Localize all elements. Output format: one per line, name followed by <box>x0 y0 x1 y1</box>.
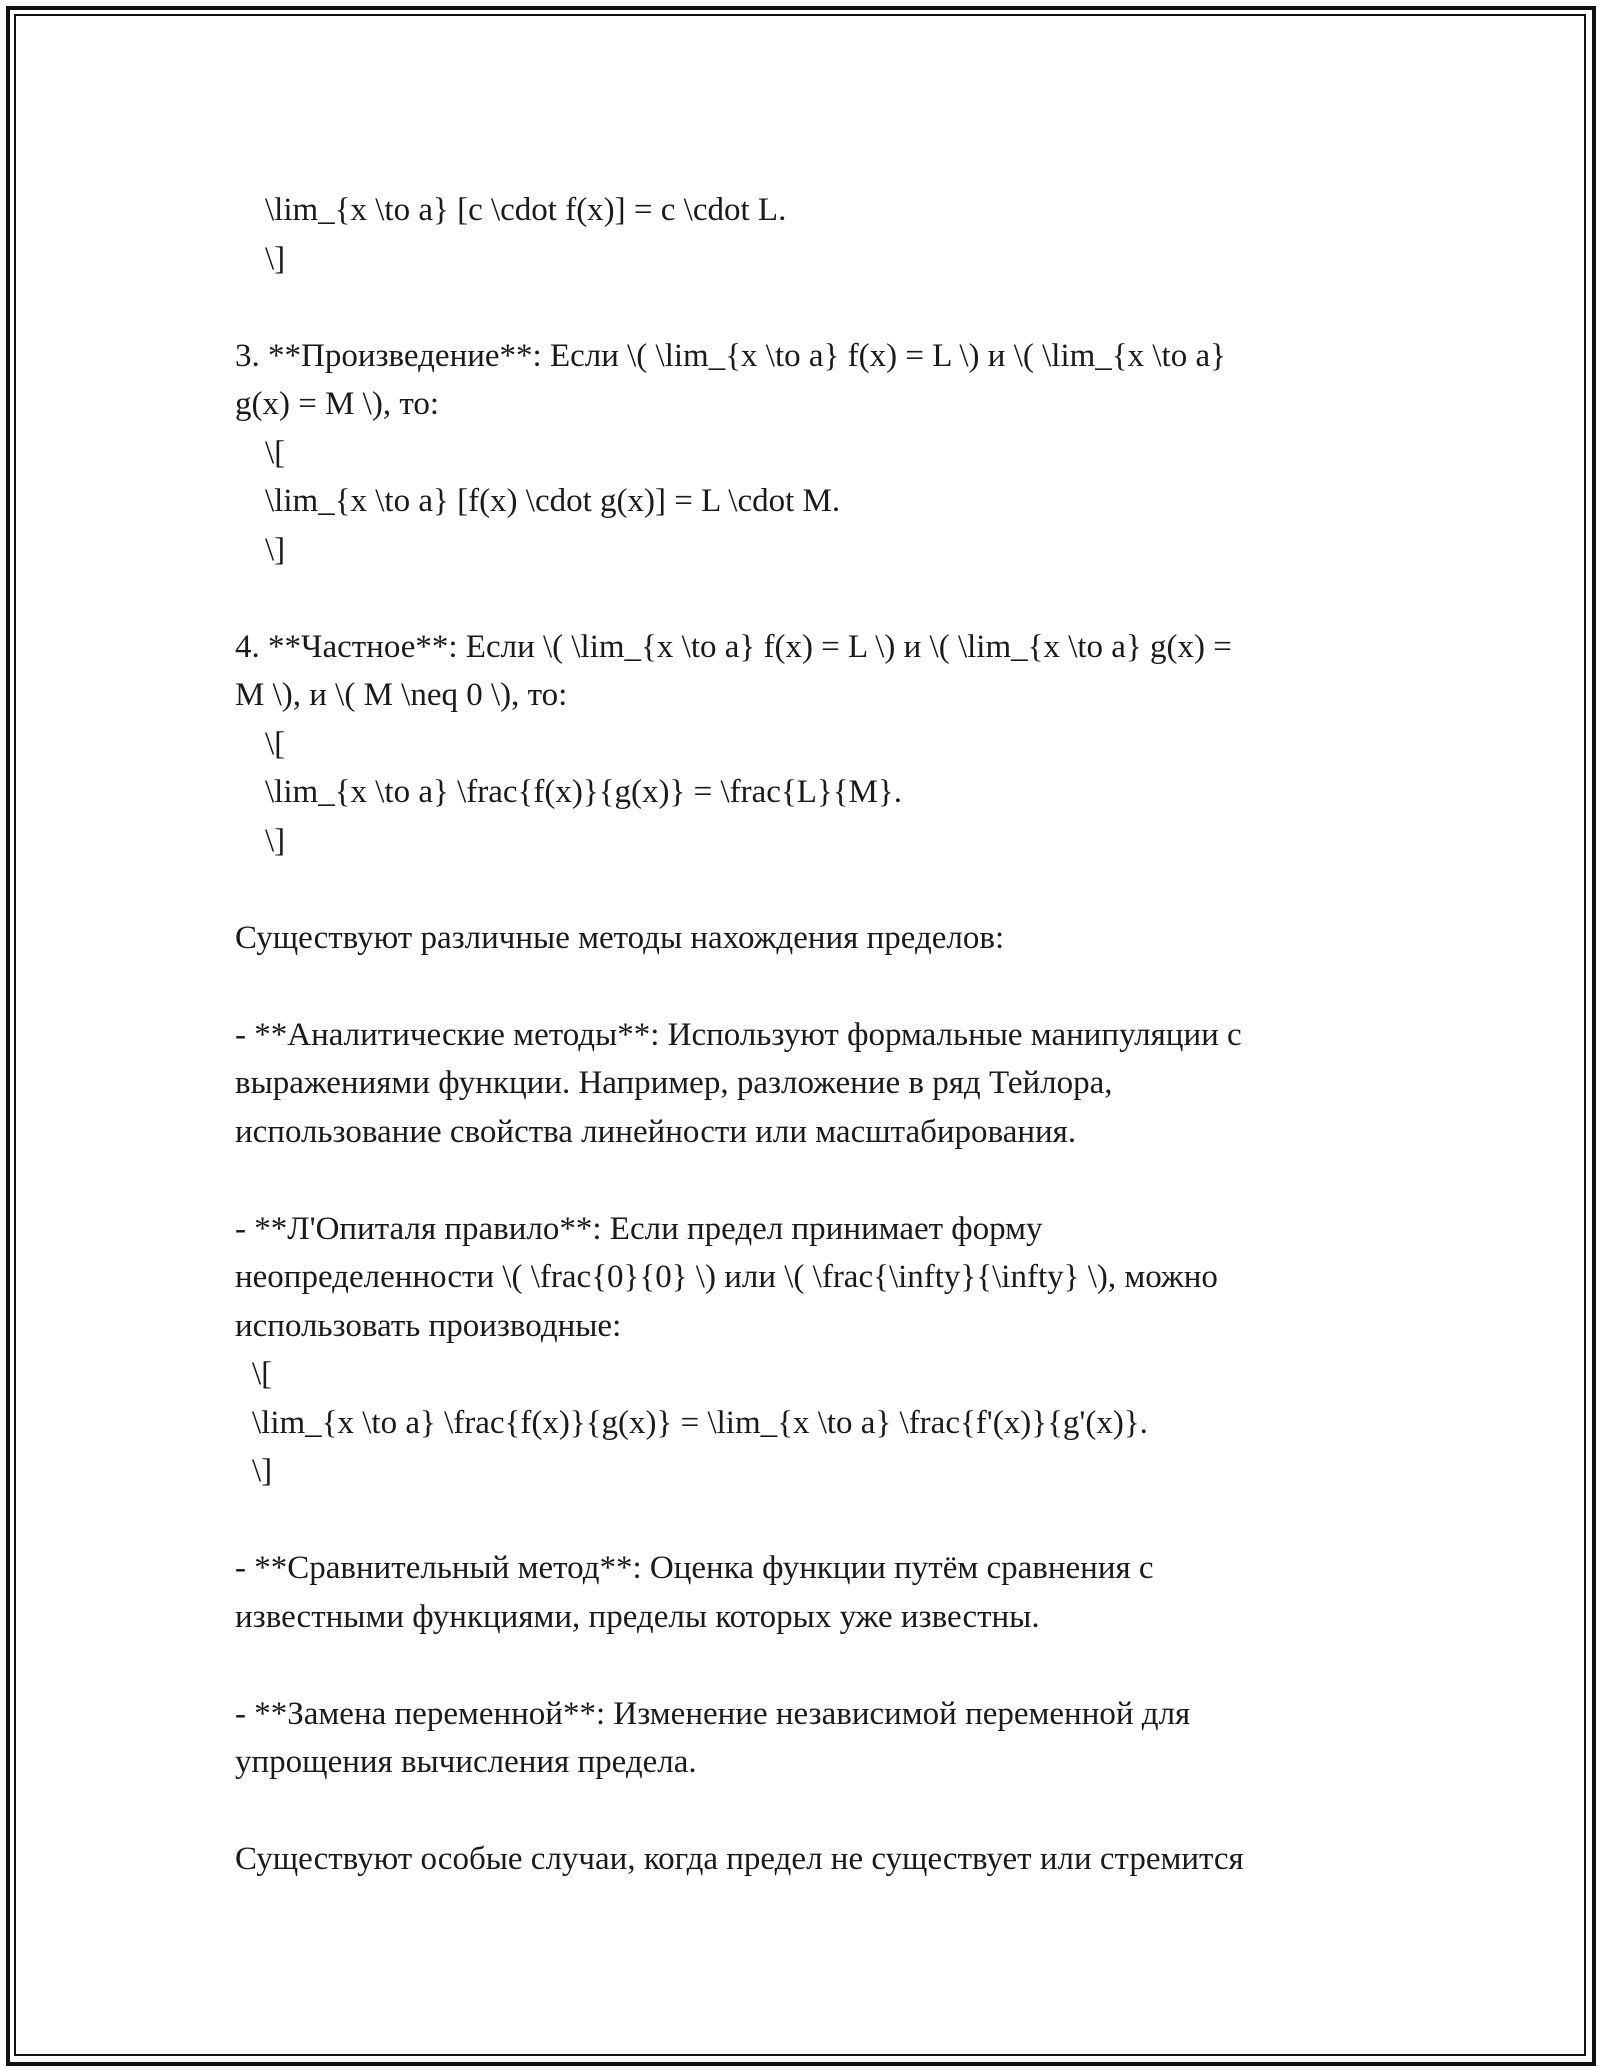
paragraph <box>235 1011 1395 1157</box>
blank-line <box>235 1496 1395 1545</box>
formula-line: \] <box>265 822 286 859</box>
formula-line: \] <box>265 240 286 277</box>
paragraph <box>235 1544 1395 1641</box>
formula-line: \lim_{x \to a} [f(x) \cdot g(x)] = L \cdot M. <box>265 483 841 519</box>
text-line: упрощения вычисления предела. <box>235 1744 697 1780</box>
text-line: 3. **Произведение**: Если \( \lim_{x \to a} f(x) = L \) и \( \lim_{x \to a} <box>235 337 1226 374</box>
text-line: неопределенности \( \frac{0}{0} \) или \( \frac{\infty}{\infty} \), можно <box>235 1259 1218 1295</box>
formula-block <box>235 720 1395 866</box>
text-line: - **Аналитические методы**: Используют формальные манипуляции с <box>235 1016 1242 1053</box>
formula-line: \[ <box>252 1356 273 1392</box>
blank-line <box>235 962 1395 1011</box>
formula-line: \[ <box>265 434 286 471</box>
text-line: M \), и \( M \neq 0 \), то: <box>235 677 568 713</box>
paragraph <box>235 914 1395 963</box>
paragraph <box>235 623 1395 720</box>
formula-line: \lim_{x \to a} \frac{f(x)}{g(x)} = \lim_{x \to a} \frac{f'(x)}{g'(x)}. <box>252 1404 1148 1441</box>
text-line: известными функциями, пределы которых уже известны. <box>235 1598 1040 1635</box>
formula-line: \[ <box>265 725 286 762</box>
text-line: Существуют различные методы нахождения пределов: <box>235 919 1005 956</box>
paragraph <box>235 1835 1395 1884</box>
text-line: 4. **Частное**: Если \( \lim_{x \to a} f(x) = L \) и \( \lim_{x \to a} g(x) = <box>235 628 1232 665</box>
text-line: - **Замена переменной**: Изменение независимой переменной для <box>235 1695 1191 1732</box>
blank-line <box>235 865 1395 914</box>
text-line: выражениями функции. Например, разложение в ряд Тейлора, <box>235 1065 1113 1101</box>
formula-line: \] <box>252 1453 273 1489</box>
blank-line <box>235 574 1395 623</box>
text-line: - **Сравнительный метод**: Оценка функции путём сравнения с <box>235 1550 1154 1586</box>
formula-block <box>235 1350 1395 1496</box>
formula-line: \lim_{x \to a} [c \cdot f(x)] = c \cdot L. <box>265 192 787 228</box>
paragraph <box>235 332 1395 429</box>
formula-line: \] <box>265 531 286 568</box>
blank-line <box>235 283 1395 332</box>
formula-block <box>235 186 1395 283</box>
text-line: использование свойства линейности или масштабирования. <box>235 1113 1077 1150</box>
paragraph <box>235 1690 1395 1787</box>
document-body <box>235 186 1395 1884</box>
text-line: g(x) = M \), то: <box>235 386 439 422</box>
text-line: Существуют особые случаи, когда предел не существует или стремится <box>235 1841 1244 1877</box>
blank-line <box>235 1787 1395 1836</box>
formula-block <box>235 429 1395 575</box>
blank-line <box>235 1641 1395 1690</box>
blank-line <box>235 1156 1395 1205</box>
formula-line: \lim_{x \to a} \frac{f(x)}{g(x)} = \frac{L}{M}. <box>265 774 902 810</box>
paragraph <box>235 1205 1395 1351</box>
text-line: - **Л'Опиталя правило**: Если предел принимает форму <box>235 1210 1043 1247</box>
text-line: использовать производные: <box>235 1307 622 1344</box>
